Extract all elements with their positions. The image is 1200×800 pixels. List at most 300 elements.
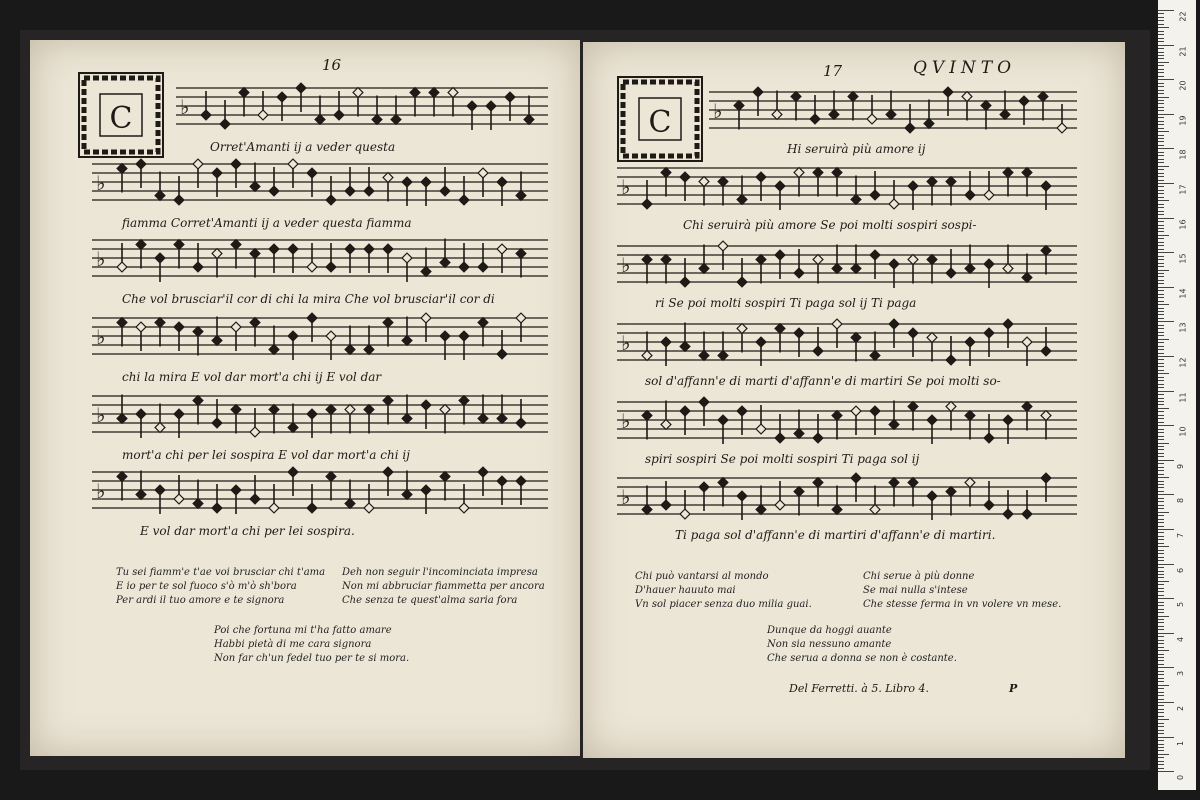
lyric-right-1: Hi seruirà più amore ij [787,142,926,156]
ruler-tick [1158,193,1164,194]
ruler-tick [1158,505,1164,506]
note [889,478,899,507]
ruler-tick [1158,605,1164,606]
ruler-tick [1158,52,1164,53]
ruler-tick [1158,660,1164,661]
note [326,405,336,434]
ruler-tick [1158,657,1164,658]
note [851,176,861,205]
ruler-tick [1158,384,1164,385]
ruler-tick [1158,363,1164,364]
note [212,317,222,346]
ruler-tick [1158,647,1164,648]
note [402,471,412,500]
note [832,411,842,440]
ruler-tick [1158,487,1164,488]
note [775,324,785,353]
lyric-right-5: spiri sospiri Se poi molti sospiri Ti paga sol ij [645,452,920,466]
note [269,405,279,434]
note [813,478,823,507]
ruler-number: 0 [1176,775,1186,781]
ruler-tick [1158,249,1164,250]
ruler-number: 6 [1176,567,1186,573]
note [756,255,766,284]
ruler-tick [1158,41,1164,42]
ruler-tick [1158,577,1164,578]
ruler-tick [1158,186,1164,187]
signature-mark: P [1009,682,1018,695]
ruler-tick [1158,709,1164,710]
ruler-tick [1158,124,1164,125]
note [1038,92,1048,121]
ruler-tick [1158,425,1174,426]
ruler-tick [1158,65,1164,66]
note [851,333,861,362]
ruler-tick [1158,31,1164,32]
ruler-tick [1158,526,1164,527]
ruler-tick [1158,100,1164,101]
ruler-tick [1158,508,1164,509]
ruler-number: 7 [1176,532,1186,539]
lyric-left-4: chi la mira E vol dar mort'a chi ij E vol dar [122,370,382,384]
note [791,92,801,121]
ruler-tick [1158,169,1164,170]
note [231,240,241,269]
ruler-tick [1158,332,1164,333]
ruler-tick [1158,48,1164,49]
clef-mark: ♭ [713,99,723,123]
ruler-tick [1158,629,1164,630]
ruler-tick [1158,359,1164,360]
ruler-tick [1158,34,1164,35]
ruler-tick [1158,76,1164,77]
ruler-tick [1158,10,1174,11]
ruler-tick [1158,200,1169,201]
ruler-tick [1158,705,1164,706]
ruler-tick [1158,335,1164,336]
note [345,326,355,355]
ruler-tick [1158,744,1164,745]
note [642,486,652,515]
staves-right [583,42,1125,582]
note [927,333,937,362]
ruler-tick [1158,138,1164,139]
ruler-tick [1158,737,1174,738]
ruler-tick [1158,394,1164,395]
note [250,163,260,192]
lyric-left-3: Che vol brusciar'il cor di chi la mira Che vol brusciar'il cor di [122,292,495,306]
note [402,395,412,424]
ruler-tick [1158,225,1164,226]
note [410,88,420,117]
ruler-tick [1158,370,1164,371]
lyric-right-6: Ti paga sol d'affann'e di martiri d'affann'e di martiri. [675,528,996,542]
lyric-left-1: Orret'Amanti ij a veder questa [210,140,396,154]
note [661,255,671,284]
ruler-tick [1158,415,1164,416]
ruler-tick [1158,699,1164,700]
note [440,239,450,268]
ruler-tick [1158,702,1174,703]
note [1022,254,1032,283]
note [117,164,127,193]
ruler-number: 16 [1178,219,1188,230]
ruler-tick [1158,564,1174,565]
ruler-tick [1158,280,1164,281]
ruler-number: 12 [1178,357,1188,368]
note [832,245,842,274]
note [497,395,507,424]
ruler-tick [1158,643,1164,644]
note [642,332,652,361]
ruler-tick [1158,346,1164,347]
ruler-tick [1158,252,1174,253]
clef-mark: ♭ [180,95,190,119]
note [642,255,652,284]
ruler-tick [1158,501,1164,502]
clef-mark: ♭ [621,175,631,199]
ruler-tick [1158,38,1164,39]
note [965,245,975,274]
note [174,240,184,269]
ruler-tick [1158,453,1164,454]
ruler-number: 9 [1176,463,1186,469]
ruler-tick [1158,481,1164,482]
ruler-tick [1158,180,1164,181]
ruler-tick [1158,463,1164,464]
composer-credit: Del Ferretti. à 5. Libro 4. [789,682,930,695]
note [364,326,374,355]
ruler-number: 11 [1178,392,1188,403]
ruler-number: 13 [1178,322,1188,333]
ruler-tick [1158,522,1164,523]
note [429,88,439,117]
note [353,88,363,117]
ruler-tick [1158,764,1164,765]
ruler-tick [1158,633,1174,634]
note [1041,246,1051,275]
note [155,404,165,433]
left-page [30,40,580,756]
lyric-right-3: ri Se poi molti sospiri Ti paga sol ij Ti paga [655,296,917,310]
ruler-tick [1158,529,1174,530]
note [661,401,671,430]
ruler-tick [1158,173,1164,174]
ruler-tick [1158,90,1164,91]
ruler-tick [1158,69,1164,70]
ruler-tick [1158,446,1164,447]
voice-part-title: QVINTO [913,58,1017,78]
note [421,248,431,277]
note [699,177,709,206]
note [946,177,956,206]
staves-left [30,40,580,580]
ruler-tick [1158,747,1164,748]
ruler-number: 17 [1178,184,1188,195]
ruler-tick [1158,270,1169,271]
ruler-tick [1158,55,1164,56]
ruler-tick [1158,404,1164,405]
ruler-number: 22 [1178,11,1188,22]
ruler-tick [1158,242,1164,243]
ruler-tick [1158,695,1164,696]
ruler-tick [1158,107,1164,108]
note [117,395,127,424]
note [402,317,412,346]
ruler-tick [1158,474,1164,475]
ruler-tick [1158,328,1164,329]
ruler-tick [1158,515,1164,516]
ruler-tick [1158,366,1164,367]
ruler-tick [1158,771,1174,772]
ruler-tick [1158,754,1169,755]
ruler-tick [1158,411,1164,412]
note [288,404,298,433]
ruler-tick [1158,539,1164,540]
measurement-ruler [1158,0,1196,790]
ruler-number: 10 [1178,426,1188,437]
ruler-tick [1158,211,1164,212]
note [478,395,488,424]
note [870,486,880,515]
note [117,472,127,501]
ruler-tick [1158,636,1164,637]
ruler-tick [1158,740,1164,741]
verse-left-center: Poi che fortuna mi t'ha fatto amare Habbi pietà di me cara signora Non far ch'un fedel tuo per te si mora. [214,625,410,664]
ruler-tick [1158,536,1164,537]
ruler-tick [1158,449,1164,450]
note [946,487,956,516]
note [734,101,744,130]
ruler-tick [1158,678,1164,679]
note [155,318,165,347]
page-number-left: 16 [322,56,342,74]
note [345,480,355,509]
note [813,255,823,284]
note [772,91,782,120]
ruler-tick [1158,512,1169,513]
ruler-tick [1158,325,1164,326]
ruler-tick [1158,155,1164,156]
ruler-number: 1 [1176,740,1186,746]
ruler-tick [1158,283,1164,284]
ruler-tick [1158,114,1174,115]
note [889,401,899,430]
note [459,396,469,425]
ruler-tick [1158,342,1164,343]
ruler-tick [1158,716,1164,717]
ruler-tick [1158,591,1164,592]
note [946,402,956,431]
note [136,240,146,269]
ruler-tick [1158,667,1174,668]
ruler-tick [1158,197,1164,198]
ruler-tick [1158,314,1164,315]
note [981,101,991,130]
ruler-tick [1158,287,1174,288]
clef-mark: ♭ [96,479,106,503]
ruler-tick [1158,546,1169,547]
ruler-number: 8 [1176,498,1186,504]
note [962,92,972,121]
ruler-tick [1158,477,1169,478]
clef-mark: ♭ [96,403,106,427]
ruler-tick [1158,20,1164,21]
ruler-tick [1158,557,1164,558]
ruler-tick [1158,491,1164,492]
clef-mark: ♭ [621,253,631,277]
ruler-tick [1158,97,1169,98]
ruler-tick [1158,304,1169,305]
ruler-tick [1158,290,1164,291]
note [1003,245,1013,274]
note [440,472,450,501]
ruler-tick [1158,612,1164,613]
ruler-tick [1158,152,1164,153]
ruler-tick [1158,214,1164,215]
ruler-number: 18 [1178,149,1188,160]
ruler-tick [1158,429,1164,430]
verse-right-column-b: Chi serue à più donne Se mai nulla s'intese Che stesse ferma in vn volere vn mese. [863,571,1062,610]
ruler-tick [1158,456,1164,457]
ruler-tick [1158,436,1164,437]
note [718,332,728,361]
note [965,478,975,507]
ruler-tick [1158,373,1169,374]
ruler-tick [1158,467,1164,468]
ruler-tick [1158,532,1164,533]
note [155,172,165,201]
ruler-tick [1158,13,1164,14]
ruler-tick [1158,398,1164,399]
ruler-tick [1158,228,1164,229]
clef-mark: ♭ [96,325,106,349]
ruler-tick [1158,377,1164,378]
ruler-tick [1158,24,1164,25]
ruler-tick [1158,231,1164,232]
ruler-tick [1158,443,1169,444]
clef-mark: ♭ [96,247,106,271]
ruler-tick [1158,494,1174,495]
ruler-number: 21 [1178,46,1188,57]
ruler-tick [1158,567,1164,568]
ruler-tick [1158,121,1164,122]
ruler-number: 14 [1178,288,1188,299]
ruler-tick [1158,276,1164,277]
ruler-number: 3 [1176,671,1186,677]
ruler-tick [1158,418,1164,419]
verse-right-center: Dunque da hoggi auante Non sia nessuno amante Che serua a donna se non è costante. [767,625,957,664]
ruler-tick [1158,571,1164,572]
ruler-tick [1158,650,1169,651]
ruler-tick [1158,190,1164,191]
lyric-right-4: sol d'affann'e di marti d'affann'e di martiri Se poi molti so- [645,374,1001,388]
ruler-tick [1158,297,1164,298]
ruler-tick [1158,176,1164,177]
ruler-tick [1158,93,1164,94]
ruler-tick [1158,159,1164,160]
ruler-tick [1158,622,1164,623]
ruler-tick [1158,135,1164,136]
ruler-tick [1158,27,1169,28]
right-page [583,42,1125,758]
note [908,402,918,431]
ruler-tick [1158,263,1164,264]
clef-mark: ♭ [96,171,106,195]
ruler-tick [1158,733,1164,734]
note [870,332,880,361]
ruler-tick [1158,719,1169,720]
ruler-tick [1158,72,1164,73]
ruler-tick [1158,560,1164,561]
note [383,173,393,202]
ruler-tick [1158,183,1174,184]
note [364,405,374,434]
note [851,245,861,274]
note [965,411,975,440]
ruler-tick [1158,162,1164,163]
ruler-tick [1158,757,1164,758]
ruler-tick [1158,602,1164,603]
clef-mark: ♭ [621,331,631,355]
ruler-tick [1158,553,1164,554]
ruler-tick [1158,550,1164,551]
ruler-number: 19 [1178,115,1188,126]
note [794,487,804,516]
ruler-tick [1158,681,1164,682]
ruler-tick [1158,422,1164,423]
note [737,176,747,205]
ruler-tick [1158,685,1169,686]
note [345,405,355,434]
ruler-tick [1158,128,1164,129]
note [1022,402,1032,431]
ruler-tick [1158,692,1164,693]
ruler-tick [1158,654,1164,655]
note [886,91,896,120]
note [756,486,766,515]
clef-mark: ♭ [621,485,631,509]
ruler-tick [1158,356,1174,357]
lyric-left-5: mort'a chi per lei sospira E vol dar mort'a chi ij [122,448,410,462]
ruler-tick [1158,238,1164,239]
note [661,168,671,197]
ruler-tick [1158,294,1164,295]
note [927,177,937,206]
ruler-tick [1158,574,1164,575]
note [848,92,858,121]
note [794,410,804,439]
ruler-tick [1158,619,1164,620]
ruler-tick [1158,83,1164,84]
ruler-number: 20 [1178,80,1188,91]
ruler-tick [1158,391,1174,392]
ruler-tick [1158,207,1164,208]
note [908,255,918,284]
ruler-tick [1158,301,1164,302]
ruler-tick [1158,353,1164,354]
ruler-tick [1158,664,1164,665]
page-number-right: 17 [823,62,843,80]
ruler-tick [1158,58,1164,59]
note [680,323,690,352]
note [1003,168,1013,197]
ruler-tick [1158,387,1164,388]
note [832,486,842,515]
note [231,405,241,434]
ruler-tick [1158,148,1174,149]
note [813,168,823,197]
